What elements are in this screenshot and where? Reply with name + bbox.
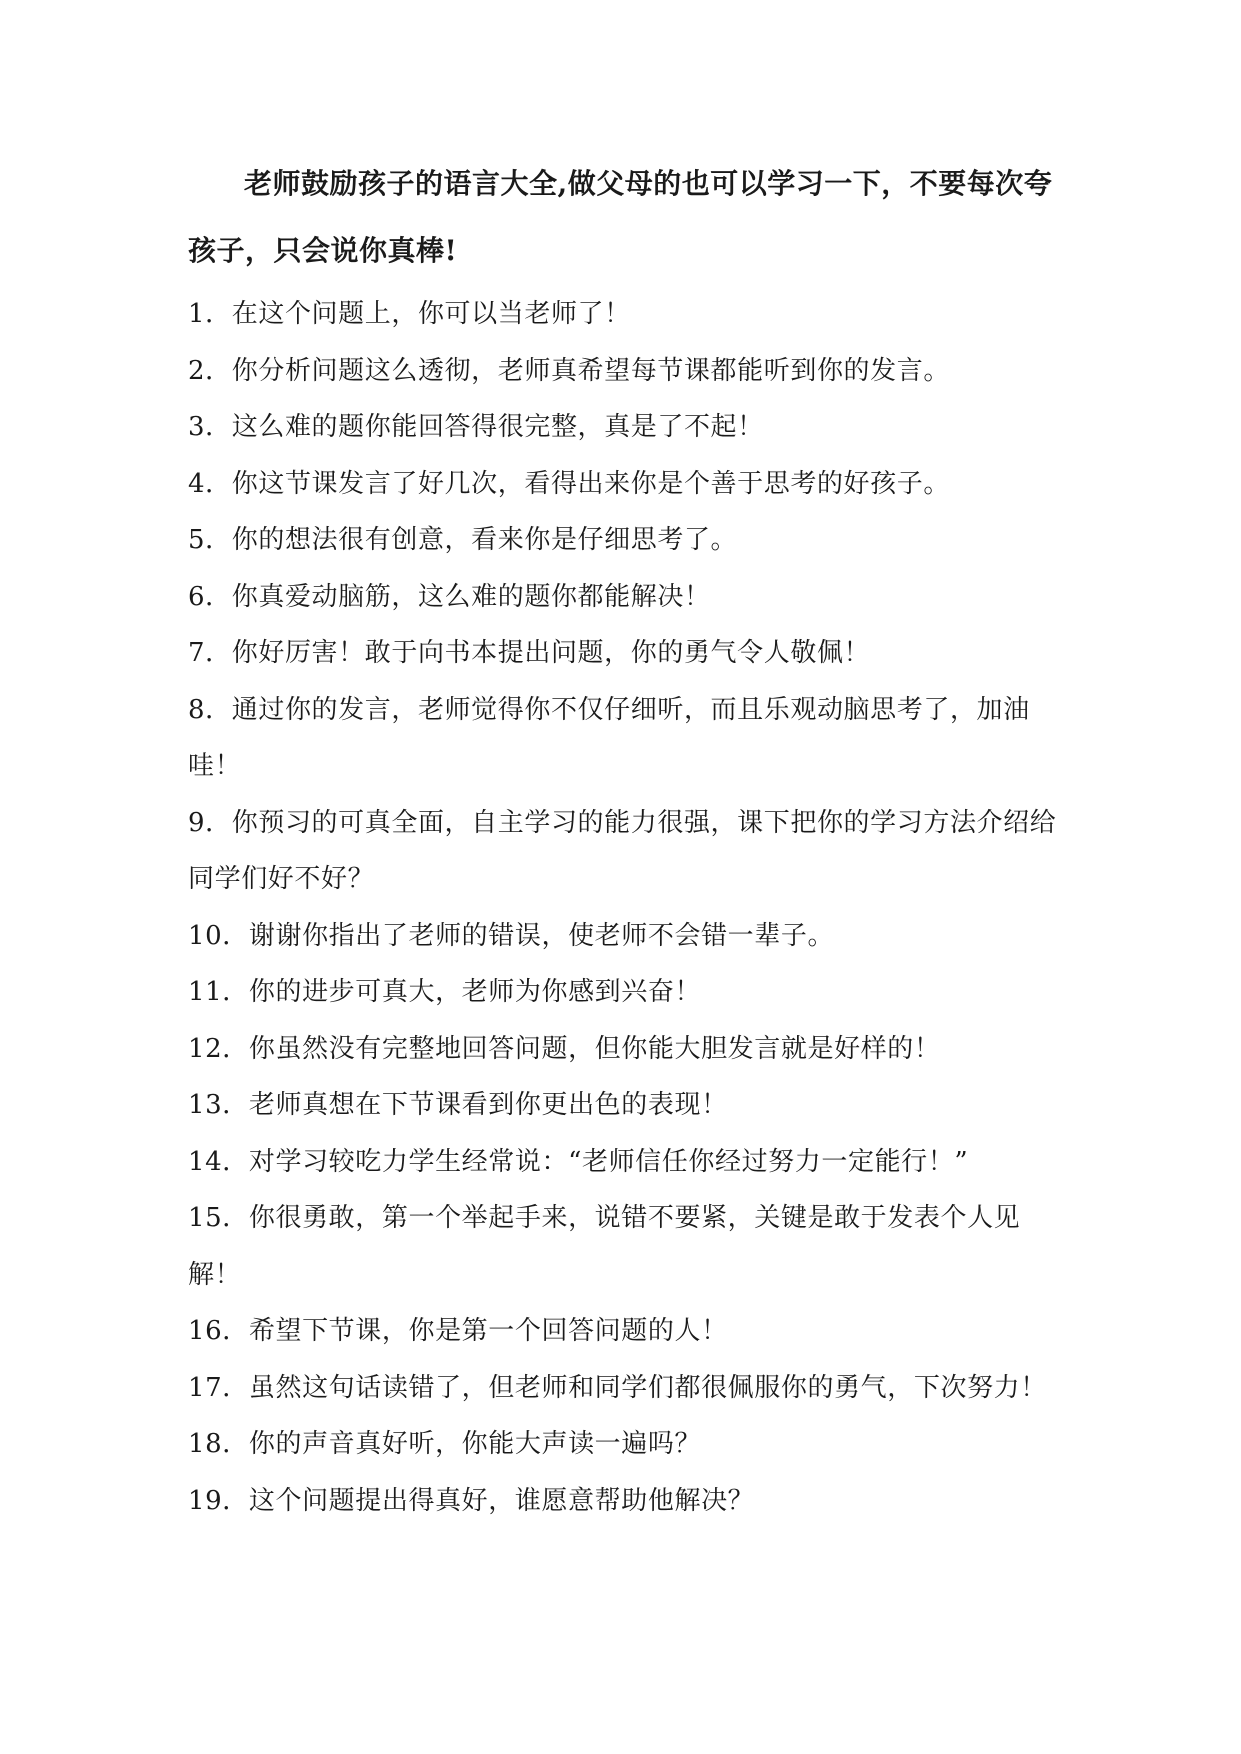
list-item: 11．你的进步可真大，老师为你感到兴奋！ bbox=[188, 977, 702, 1007]
list-item: 4．你这节课发言了好几次，看得出来你是个善于思考的好孩子。 bbox=[188, 468, 950, 499]
list-item: 18．你的声音真好听，你能大声读一遍吗？ bbox=[188, 1429, 702, 1459]
list-item: 1．在这个问题上，你可以当老师了！ bbox=[188, 299, 631, 329]
list-item: 3．这么难的题你能回答得很完整，真是了不起！ bbox=[188, 412, 764, 442]
list-item: 10．谢谢你指出了老师的错误，使老师不会错一辈子。 bbox=[188, 920, 835, 951]
list-item: 9．你预习的可真全面，自主学习的能力很强，课下把你的学习方法介绍给同学们好不好？ bbox=[188, 807, 1057, 894]
list-item: 7．你好厉害！敢于向书本提出问题，你的勇气令人敬佩！ bbox=[188, 638, 871, 668]
list-item: 17．虽然这句话读错了，但老师和同学们都很佩服你的勇气，下次努力！ bbox=[188, 1372, 1047, 1403]
list-item: 19．这个问题提出得真好，谁愿意帮助他解决？ bbox=[188, 1485, 755, 1516]
document-title: 老师鼓励孩子的语言大全,做父母的也可以学习一下，不要每次夸孩子，只会说你真棒! bbox=[188, 167, 1053, 267]
list-item: 14．对学习较吃力学生经常说：“老师信任你经过努力一定能行！” bbox=[188, 1146, 969, 1177]
list-item: 16．希望下节课，你是第一个回答问题的人！ bbox=[188, 1316, 728, 1346]
list-item: 8．通过你的发言，老师觉得你不仅仔细听，而且乐观动脑思考了，加油哇！ bbox=[188, 694, 1030, 781]
list-item: 13．老师真想在下节课看到你更出色的表现！ bbox=[188, 1090, 728, 1120]
list-item: 5．你的想法很有创意，看来你是仔细思考了。 bbox=[188, 525, 738, 555]
list-item: 2．你分析问题这么透彻，老师真希望每节课都能听到你的发言。 bbox=[188, 355, 950, 386]
list-item: 6．你真爱动脑筋，这么难的题你都能解决！ bbox=[188, 581, 711, 612]
list-item: 15．你很勇敢，第一个举起手来，说错不要紧，关键是敢于发表个人见解！ bbox=[188, 1203, 1021, 1290]
encouragement-list bbox=[188, 286, 1068, 1529]
list-item: 12．你虽然没有完整地回答问题，但你能大胆发言就是好样的！ bbox=[188, 1033, 941, 1064]
